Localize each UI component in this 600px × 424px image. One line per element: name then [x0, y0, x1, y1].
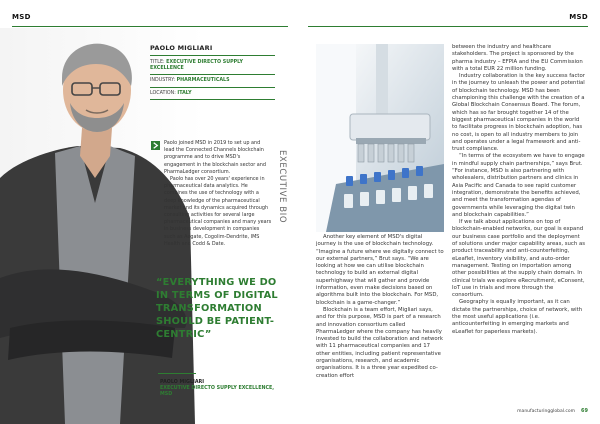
article-paragraph: between the industry and healthcare stakeholders. The project is sponsored by the pharma industry – EFPIA and the EU Commission with a total EUR 22 million funding.: [452, 44, 583, 72]
bio-industry-field: [150, 78, 275, 84]
quote-attribution-role: EXECUTIVE DIRECTO SUPPLY EXCELLENCE, MSD: [160, 386, 275, 398]
article-column-1: [316, 234, 444, 380]
bio-paragraph: Paolo joined MSD in 2019 to set up and lead the Connected Channels blockchain programme and to drive MSD's engagement in the blockchain sector and PharmaLedger consortium.: [164, 140, 266, 175]
executive-bio-vertical-label: [277, 150, 287, 268]
bio-paragraph: Paolo has over 20 years' experience in pharmaceutical data analytics. He combines the use of technology with a deep knowledge of the pharmaceutical market and its dynamics acquired through consulting activities for several large pharmaceutical companies and many years in business development in companies such as Aegate, Cogolim-Dendrite, IMS Health and Codd & Date.: [164, 176, 272, 247]
article-paragraph: Industry collaboration is the key success factor in the journey to unleash the power and potential of blockchain technology. MSD has been championing this challenge with the creation of a Global Blockchain Consensus Board. The forum, which has so far brought together 14 of the biggest pharmaceutical companies in the world to facilitate progress in blockchain adoption, has no cost, is open to all industry members to join and operates under a legal framework and anti-trust compliance.: [452, 73, 585, 153]
bio-title-field: [150, 60, 275, 72]
executive-bio-card: [150, 44, 275, 103]
bio-name: PAOLO MIGLIARI: [150, 44, 213, 52]
arrow-right-icon: [151, 141, 160, 150]
article-paragraph: Geography is equally important, as it can dictate the partnerships, choice of network, with the most useful applications (i.e. anticounterfeiting in emerging markets and eLeaflet for paperless markets).: [452, 299, 583, 335]
article-paragraph: If we talk about applications on top of blockchain-enabled networks, our goal is expand our business case portfolio and the deployment of solutions under major capability areas, such as product traceability and anti-counterfeiting, eLeaflet, inventory visibility, and auto-order management. Testing on importation among other possibilities at the supply chain domain. In clinical trials we explore eRecruitment, eConsent, IoT use in trials and more through the consortium.: [452, 219, 586, 299]
header-right-label: MSD: [569, 13, 588, 21]
article-column-2: [452, 44, 586, 336]
footer-site: manufacturingglobal.com: [517, 409, 576, 414]
bio-location-value: ITALY: [177, 90, 192, 96]
header-left-label: MSD: [12, 13, 31, 21]
bio-location-label: LOCATION:: [150, 90, 176, 96]
bio-divider: [150, 99, 275, 100]
page-footer: [517, 408, 588, 414]
quote-attribution-name: PAOLO MIGLIARI: [160, 380, 205, 385]
bio-location-field: [150, 91, 275, 97]
quote-attribution: [160, 380, 280, 399]
header-rule-right: [308, 26, 588, 27]
bio-divider: [150, 74, 275, 75]
pull-quote: “EVERYTHING WE DO IN TERMS OF DIGITAL TRANSFORMATION SHOULD BE PATIENT-CENTRIC”: [156, 277, 278, 340]
bio-title-value: EXECUTIVE DIRECTO SUPPLY EXCELLENCE: [150, 60, 243, 72]
executive-bio-text: EXECUTIVE BIO: [277, 150, 287, 224]
bio-industry-value: PHARMACEUTICALS: [176, 78, 230, 84]
quote-divider: [158, 373, 196, 374]
bio-divider: [150, 87, 275, 88]
bio-description: [164, 140, 272, 248]
article-paragraph: Another key element of MSD's digital journey is the use of blockchain technology. “Imagine a future where we digitally connect to our external partners,” Brut says. “We are looking at how we can utilise blockchain technology to build an external digital superhighway that will gather and provide information, even make decisions based on algorithms built into the blockchain. For MSD, blockchain is a game-changer.”: [316, 234, 444, 306]
bio-industry-label: INDUSTRY:: [150, 78, 176, 84]
article-paragraph: Blockchain is a team effort, Migliari says, and for this purpose, MSD is part of a research and innovation consortium called PharmaLedger where the company has heavily invested to build the collaboration and network with 11 pharmaceutical companies and 17 other entities, including patient representative organisations, research, and academic organisations. It is a three year expedited co-creation effort: [316, 306, 443, 379]
bio-title-label: TITLE:: [150, 60, 165, 65]
header-rule-left: [12, 26, 288, 27]
laboratory-photo: [316, 44, 444, 232]
article-paragraph: “In terms of the ecosystem we have to engage in mindful supply chain partnerships,” says Brut. “For instance, MSD is also partnering with wholesalers, distribution partners and clinics in Asia Pacific and Canada to see rapid customer integration, demonstrate the benefits achieved, and meet the transformation agendas of governments while leveraging the digital twin and blockchain capabilities.”: [452, 153, 585, 218]
bio-divider: [150, 55, 275, 56]
page-number: 69: [581, 408, 588, 414]
